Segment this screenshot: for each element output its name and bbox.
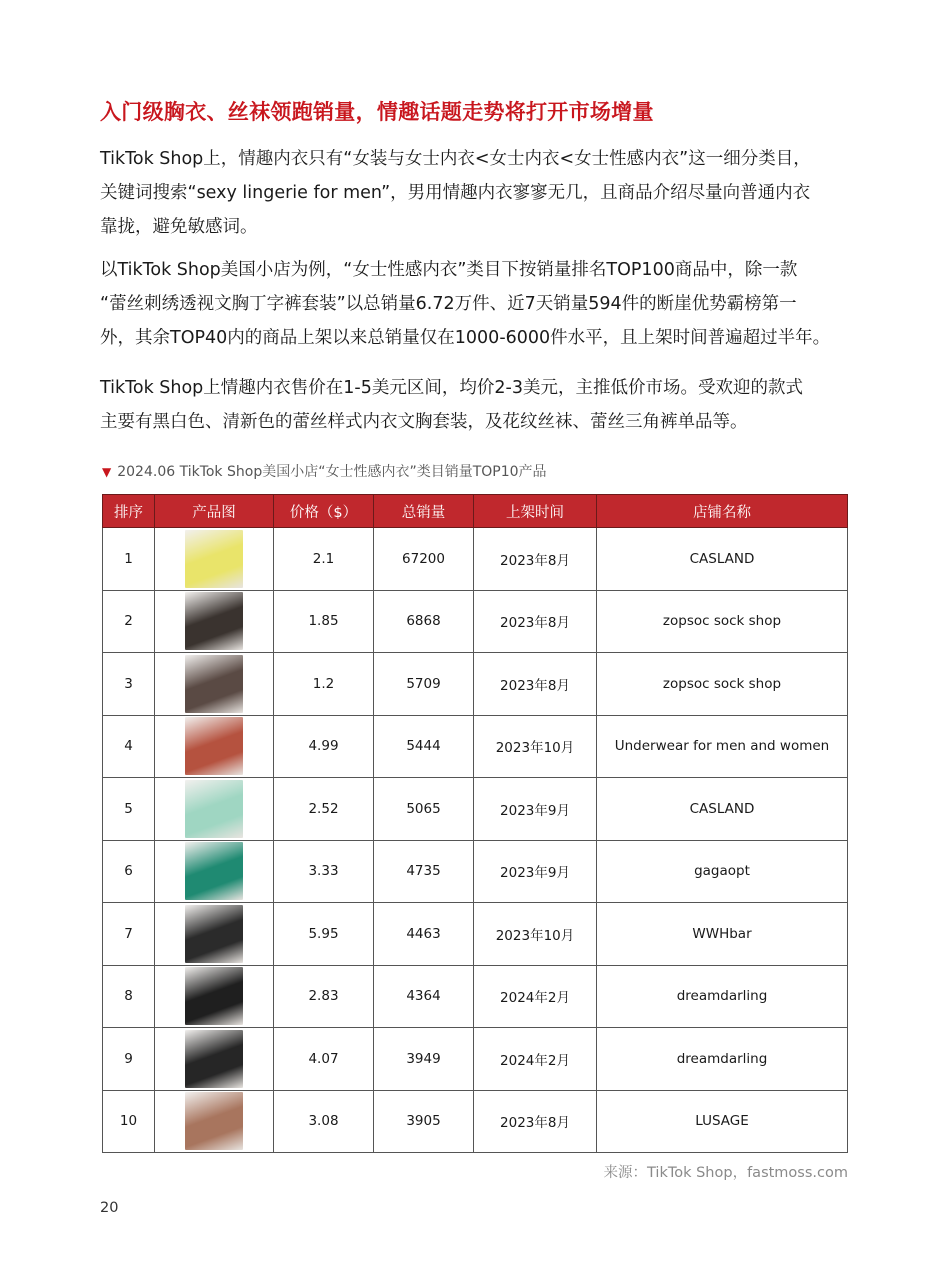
cell-price: 4.07 xyxy=(274,1028,374,1091)
table-row xyxy=(103,965,848,1028)
cell-shop-name: zopsoc sock shop xyxy=(597,653,848,716)
cell-listed-date: 2024年2月 xyxy=(474,965,597,1028)
cell-product-image xyxy=(155,778,274,841)
cell-total-sales: 5709 xyxy=(374,653,474,716)
cell-total-sales: 4463 xyxy=(374,903,474,966)
product-thumbnail-image xyxy=(185,905,243,963)
cell-price: 2.52 xyxy=(274,778,374,841)
cell-shop-name: CASLAND xyxy=(597,778,848,841)
cell-shop-name: LUSAGE xyxy=(597,1090,848,1153)
cell-shop-name: CASLAND xyxy=(597,528,848,591)
cell-rank: 7 xyxy=(103,903,155,966)
section-heading: 入门级胸衣、丝袜领跑销量，情趣话题走势将打开市场增量 xyxy=(100,100,654,124)
paragraph-line: “蕾丝刺绣透视文胸丁字裤套装”以总销量6.72万件、近7天销量594件的断崖优势霸榜第一 xyxy=(100,294,797,314)
triangle-down-icon: ▼ xyxy=(102,465,112,479)
cell-rank: 3 xyxy=(103,653,155,716)
cell-rank: 1 xyxy=(103,528,155,591)
cell-product-image xyxy=(155,965,274,1028)
paragraph-line: 关键词搜索“sexy lingerie for men”，男用情趣内衣寥寥无几，且商品介绍尽量向普通内衣 xyxy=(100,183,811,203)
product-thumbnail-image xyxy=(185,842,243,900)
cell-price: 3.08 xyxy=(274,1090,374,1153)
header-price: 价格（$） xyxy=(274,495,374,528)
cell-rank: 6 xyxy=(103,840,155,903)
cell-listed-date: 2023年8月 xyxy=(474,590,597,653)
cell-product-image xyxy=(155,715,274,778)
cell-product-image xyxy=(155,1028,274,1091)
header-shop-name: 店铺名称 xyxy=(597,495,848,528)
paragraph-line: 靠拢，避免敏感词。 xyxy=(100,217,258,237)
cell-product-image xyxy=(155,1090,274,1153)
cell-listed-date: 2023年9月 xyxy=(474,778,597,841)
table-body xyxy=(103,528,848,1153)
paragraph-2 xyxy=(100,253,860,355)
page-number: 20 xyxy=(100,1200,119,1216)
cell-total-sales: 67200 xyxy=(374,528,474,591)
cell-shop-name: dreamdarling xyxy=(597,965,848,1028)
cell-rank: 2 xyxy=(103,590,155,653)
cell-total-sales: 3905 xyxy=(374,1090,474,1153)
table-row xyxy=(103,1090,848,1153)
table-row xyxy=(103,528,848,591)
cell-price: 4.99 xyxy=(274,715,374,778)
product-thumbnail-image xyxy=(185,592,243,650)
cell-product-image xyxy=(155,840,274,903)
product-thumbnail-image xyxy=(185,717,243,775)
cell-price: 2.83 xyxy=(274,965,374,1028)
cell-shop-name: Underwear for men and women xyxy=(597,715,848,778)
paragraph-line: 以TikTok Shop美国小店为例，“女士性感内衣”类目下按销量排名TOP100商品中，除一款 xyxy=(100,260,798,280)
cell-rank: 4 xyxy=(103,715,155,778)
cell-listed-date: 2023年8月 xyxy=(474,1090,597,1153)
paragraph-1 xyxy=(100,142,860,244)
table-header-row xyxy=(103,495,848,528)
cell-total-sales: 6868 xyxy=(374,590,474,653)
cell-product-image xyxy=(155,590,274,653)
cell-product-image xyxy=(155,903,274,966)
table-row xyxy=(103,1028,848,1091)
cell-listed-date: 2024年2月 xyxy=(474,1028,597,1091)
product-thumbnail-image xyxy=(185,1030,243,1088)
header-listed-date: 上架时间 xyxy=(474,495,597,528)
cell-rank: 10 xyxy=(103,1090,155,1153)
header-rank: 排序 xyxy=(103,495,155,528)
cell-price: 1.2 xyxy=(274,653,374,716)
cell-rank: 5 xyxy=(103,778,155,841)
paragraph-line: 外，其余TOP40内的商品上架以来总销量仅在1000-6000件水平，且上架时间普遍超过半年。 xyxy=(100,328,831,348)
cell-shop-name: gagaopt xyxy=(597,840,848,903)
paragraph-line: TikTok Shop上情趣内衣售价在1-5美元区间，均价2-3美元，主推低价市场。受欢迎的款式 xyxy=(100,378,803,398)
product-thumbnail-image xyxy=(185,1092,243,1150)
table-row xyxy=(103,715,848,778)
cell-product-image xyxy=(155,528,274,591)
paragraph-line: 主要有黑白色、清新色的蕾丝样式内衣文胸套装，及花纹丝袜、蕾丝三角裤单品等。 xyxy=(100,412,748,432)
cell-shop-name: dreamdarling xyxy=(597,1028,848,1091)
cell-total-sales: 3949 xyxy=(374,1028,474,1091)
cell-listed-date: 2023年9月 xyxy=(474,840,597,903)
table-row xyxy=(103,903,848,966)
cell-listed-date: 2023年10月 xyxy=(474,715,597,778)
product-thumbnail-image xyxy=(185,780,243,838)
paragraph-3 xyxy=(100,371,860,439)
header-total-sales: 总销量 xyxy=(374,495,474,528)
table-row xyxy=(103,653,848,716)
product-thumbnail-image xyxy=(185,967,243,1025)
top10-products-table xyxy=(102,494,848,1153)
cell-listed-date: 2023年8月 xyxy=(474,528,597,591)
table-row xyxy=(103,590,848,653)
table-row xyxy=(103,778,848,841)
cell-rank: 9 xyxy=(103,1028,155,1091)
cell-listed-date: 2023年8月 xyxy=(474,653,597,716)
cell-total-sales: 4364 xyxy=(374,965,474,1028)
cell-total-sales: 4735 xyxy=(374,840,474,903)
table-caption xyxy=(102,461,547,481)
source-note: 来源：TikTok Shop，fastmoss.com xyxy=(603,1165,848,1181)
cell-total-sales: 5444 xyxy=(374,715,474,778)
cell-shop-name: zopsoc sock shop xyxy=(597,590,848,653)
cell-shop-name: WWHbar xyxy=(597,903,848,966)
cell-price: 1.85 xyxy=(274,590,374,653)
cell-price: 2.1 xyxy=(274,528,374,591)
cell-listed-date: 2023年10月 xyxy=(474,903,597,966)
cell-price: 5.95 xyxy=(274,903,374,966)
table-row xyxy=(103,840,848,903)
header-product-image: 产品图 xyxy=(155,495,274,528)
product-thumbnail-image xyxy=(185,530,243,588)
cell-rank: 8 xyxy=(103,965,155,1028)
cell-product-image xyxy=(155,653,274,716)
cell-total-sales: 5065 xyxy=(374,778,474,841)
paragraph-line: TikTok Shop上，情趣内衣只有“女装与女士内衣<女士内衣<女士性感内衣”这一细分类目， xyxy=(100,149,811,169)
product-thumbnail-image xyxy=(185,655,243,713)
cell-price: 3.33 xyxy=(274,840,374,903)
table-caption-text: 2024.06 TikTok Shop美国小店“女士性感内衣”类目销量TOP10产品 xyxy=(117,464,547,480)
